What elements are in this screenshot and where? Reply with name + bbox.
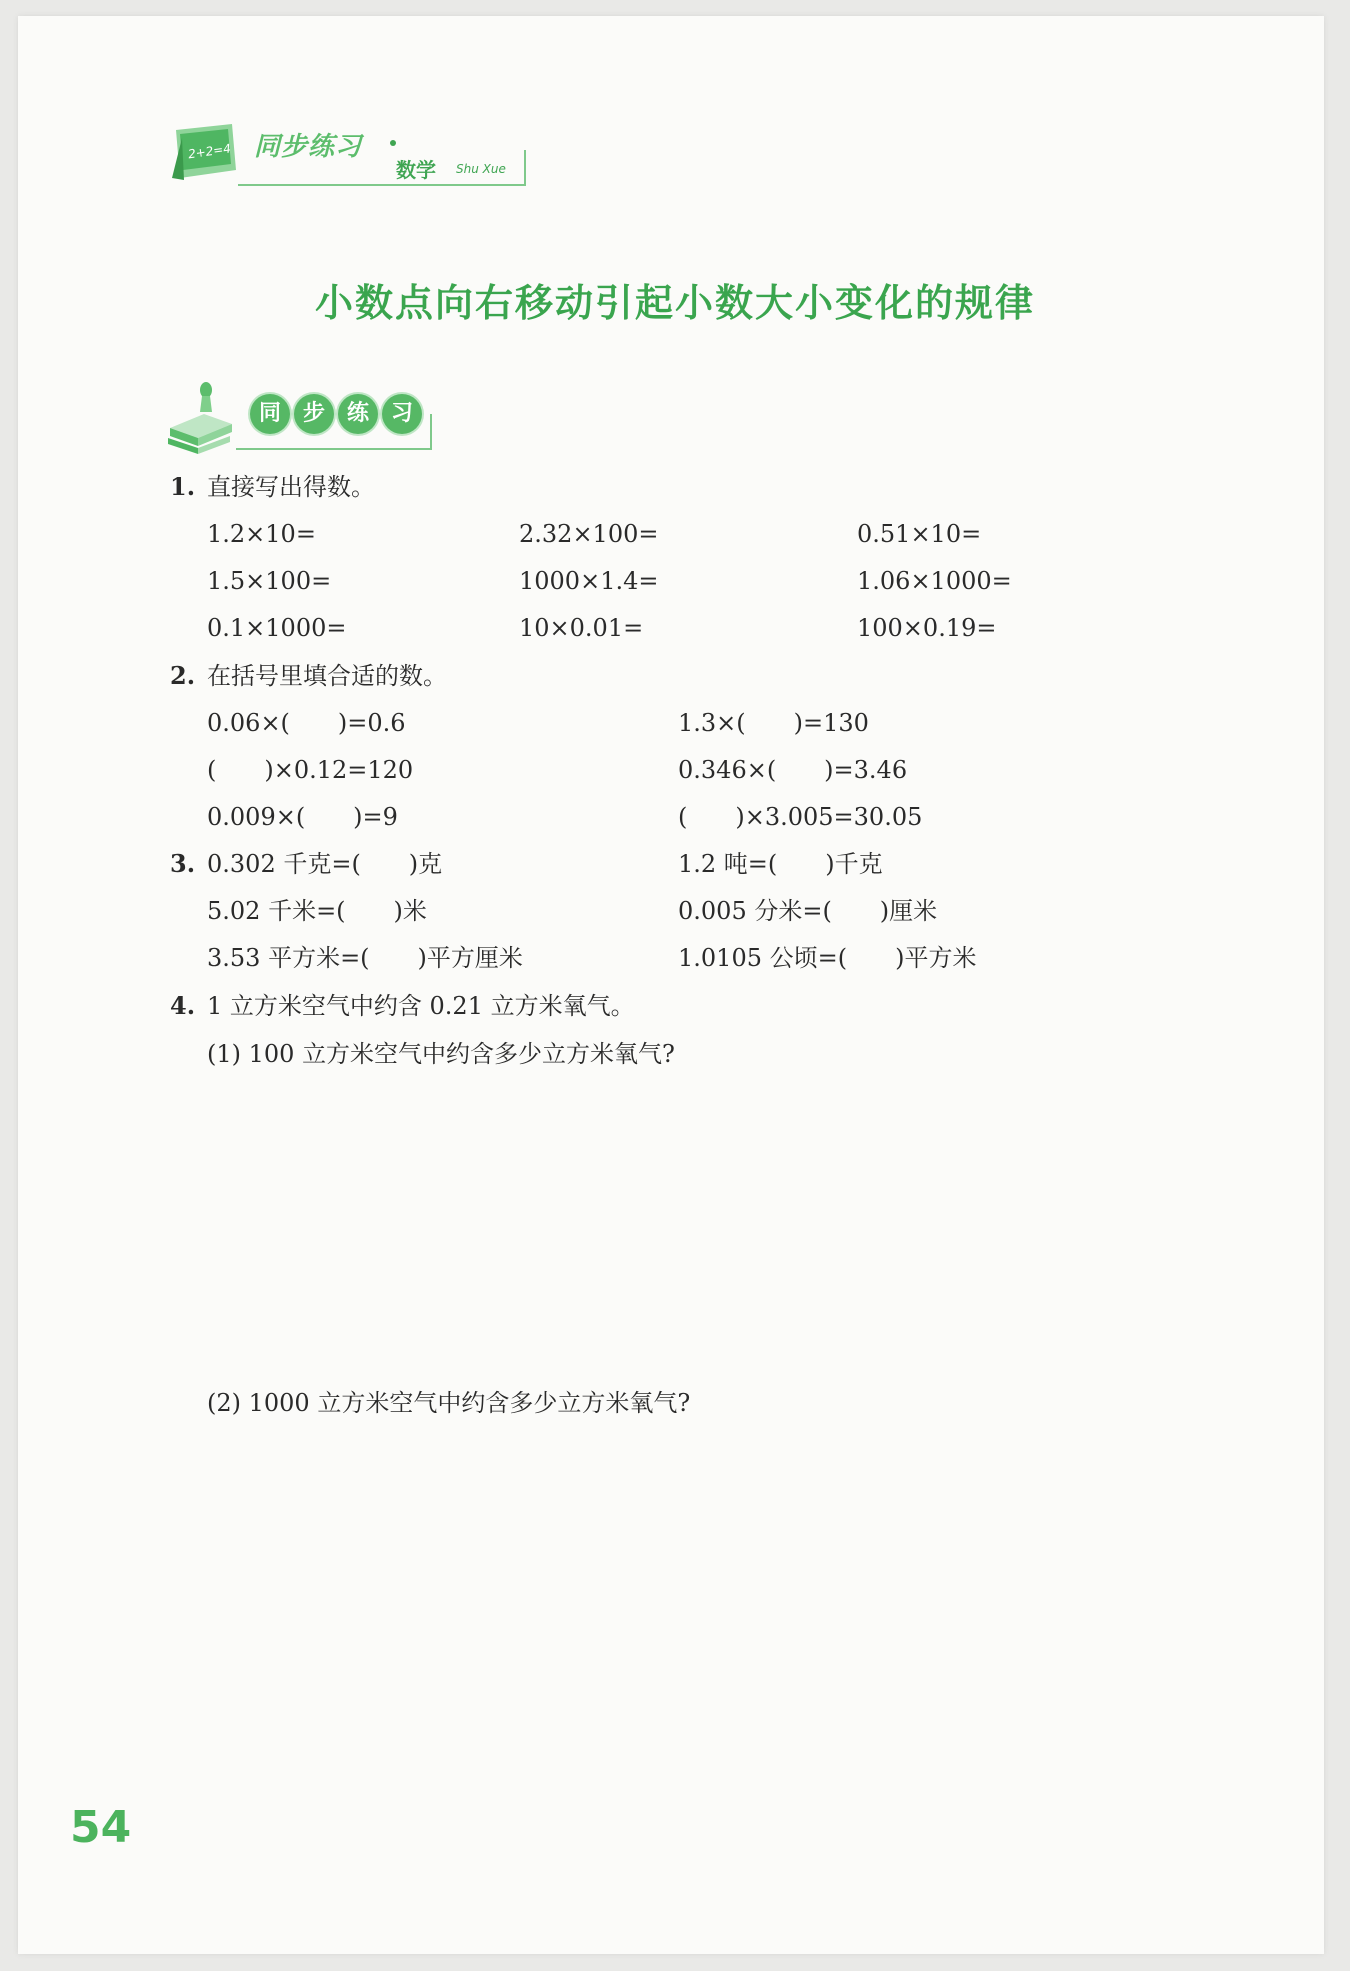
q2-item: 0.009×( )=9 xyxy=(207,803,398,831)
q3-number: 3. xyxy=(170,849,196,878)
q1-item: 1.2×10= xyxy=(207,520,316,548)
series-name: 同步练习 xyxy=(254,132,363,162)
badge-rule-end xyxy=(430,414,432,450)
q1-item: 100×0.19= xyxy=(857,614,997,642)
subject-pinyin: Shu Xue xyxy=(456,162,506,176)
q2-item: 0.06×( )=0.6 xyxy=(207,709,406,737)
badge-rule xyxy=(236,448,432,450)
q3-item: 3.53 平方米=( )平方厘米 xyxy=(207,944,523,972)
q2-number: 2. xyxy=(170,661,196,690)
q4-prompt: 1 立方米空气中约含 0.21 立方米氧气。 xyxy=(207,992,635,1020)
q3-item: 0.302 千克=( )克 xyxy=(207,850,443,878)
series-header xyxy=(152,100,532,200)
badge-char-2: 步 xyxy=(294,394,334,434)
q1-item: 1.06×1000= xyxy=(857,567,1012,595)
q1-number: 1. xyxy=(170,472,196,501)
q2-item: 1.3×( )=130 xyxy=(678,709,869,737)
q2-prompt: 在括号里填合适的数。 xyxy=(207,662,447,690)
q1-item: 1000×1.4= xyxy=(519,567,659,595)
page-title: 小数点向右移动引起小数大小变化的规律 xyxy=(314,281,1035,325)
header-dot xyxy=(390,140,396,146)
badge-char-3: 练 xyxy=(338,394,378,434)
header-rule xyxy=(238,184,526,186)
header-rule-end xyxy=(524,150,526,186)
books-icon xyxy=(166,380,236,460)
badge-char-4: 习 xyxy=(382,394,422,434)
q3-item: 1.0105 公顷=( )平方米 xyxy=(678,944,977,972)
q3-item: 1.2 吨=( )千克 xyxy=(678,850,883,878)
q4-subquestion-1: (1) 100 立方米空气中约含多少立方米氧气? xyxy=(207,1040,675,1068)
q1-prompt: 直接写出得数。 xyxy=(207,473,375,501)
chalkboard-icon xyxy=(170,120,240,184)
chalkboard-text: 2+2=4 xyxy=(187,141,232,162)
subject-name: 数学 xyxy=(396,158,436,182)
page-number: 54 xyxy=(70,1802,132,1853)
q1-item: 10×0.01= xyxy=(519,614,644,642)
q4-subquestion-2: (2) 1000 立方米空气中约含多少立方米氧气? xyxy=(207,1389,691,1417)
q1-item: 0.51×10= xyxy=(857,520,982,548)
q3-item: 0.005 分米=( )厘米 xyxy=(678,897,938,925)
q3-item: 5.02 千米=( )米 xyxy=(207,897,427,925)
q1-item: 1.5×100= xyxy=(207,567,332,595)
q2-item: ( )×3.005=30.05 xyxy=(678,803,923,831)
q1-item: 0.1×1000= xyxy=(207,614,347,642)
q1-item: 2.32×100= xyxy=(519,520,659,548)
badge-char-1: 同 xyxy=(250,394,290,434)
q4-number: 4. xyxy=(170,991,196,1020)
q2-item: ( )×0.12=120 xyxy=(207,756,414,784)
section-badge xyxy=(166,380,446,460)
q2-item: 0.346×( )=3.46 xyxy=(678,756,908,784)
